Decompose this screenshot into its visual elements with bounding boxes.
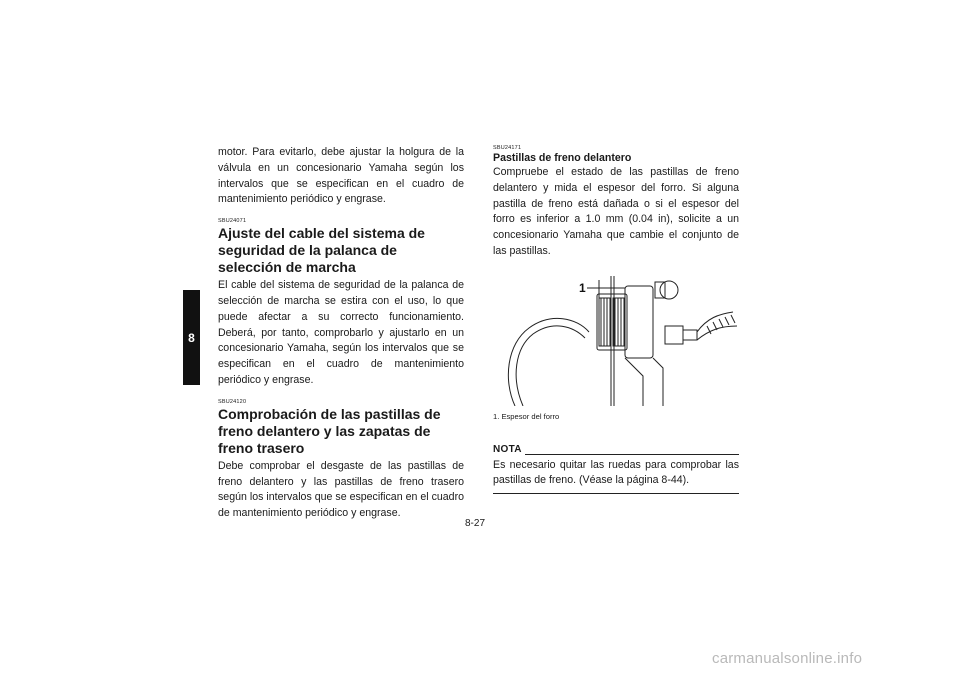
section-heading: Pastillas de freno delantero	[493, 152, 632, 164]
right-column	[493, 145, 739, 494]
section-body: El cable del sistema de seguridad de la palanca de selección de marcha se estira con el uso, lo que puede afectar a su correcto funcionamiento. Deberá, por tanto, comprobarlo y ajustarlo en un concesionario Yamaha, según los intervalos que se especifican en el cuadro de mantenimiento periódico y engrase.	[218, 279, 464, 386]
section-heading: Ajuste del cable del sistema de seguridad de la palanca de selección de marcha	[218, 225, 425, 276]
figure-callout: 1	[579, 280, 586, 295]
left-column	[218, 145, 464, 522]
section-code: SBU24171	[493, 145, 522, 151]
page-number: 8-27	[465, 518, 486, 529]
note-end-rule	[493, 493, 739, 494]
brake-caliper-illustration	[493, 268, 739, 406]
note-label: NOTA	[493, 443, 522, 455]
watermark-text: carmanualsonline.info	[712, 650, 863, 667]
figure-caption: 1. Espesor del forro	[493, 411, 560, 421]
chapter-tab-label: 8	[188, 330, 195, 345]
chapter-tab	[183, 290, 200, 385]
section-heading: Comprobación de las pastillas de freno delantero y las zapatas de freno trasero	[218, 405, 441, 456]
section-body: Compruebe el estado de las pastillas de freno delantero y mida el espesor del forro. Si alguna pastilla de freno está dañada o si el espesor del forro es inferior a 1.0 mm (0.04 in), solicite a un concesionario Yamaha que cambie el conjunto de las pastillas.	[493, 166, 739, 257]
note-rule	[525, 454, 739, 455]
note-text: Es necesario quitar las ruedas para comprobar las pastillas de freno. (Véase la página 8-44).	[493, 458, 739, 487]
intro-paragraph: motor. Para evitarlo, debe ajustar la holgura de la válvula en un concesionario Yamaha según los intervalos que se especifican en el cuadro de mantenimiento periódico y engrase.	[218, 146, 464, 206]
note-header	[493, 442, 739, 458]
section-code: SBU24120	[218, 398, 247, 405]
section-code: SBU24071	[218, 218, 247, 225]
brake-pad-figure	[493, 268, 739, 406]
section-body: Debe comprobar el desgaste de las pastillas de freno delantero y las pastillas de freno trasero según los intervalos que se especifican en el cuadro de mantenimiento periódico y engrase.	[218, 459, 464, 520]
